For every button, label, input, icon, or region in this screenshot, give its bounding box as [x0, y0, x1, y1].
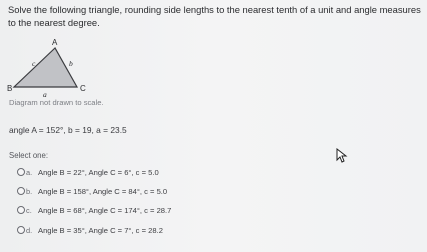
answer-option-d[interactable]	[17, 223, 163, 237]
option-letter-d: d.	[26, 225, 33, 235]
vertex-a-label: A	[52, 38, 58, 47]
radio-button-c[interactable]	[17, 206, 25, 214]
question-text: Solve the following triangle, rounding side lengths to the nearest tenth of a unit and angle measures to the nearest degree.	[8, 4, 421, 28]
option-letter-c: c.	[26, 205, 32, 215]
mouse-cursor-icon	[336, 148, 350, 164]
diagram-note: Diagram not drawn to scale.	[9, 98, 104, 107]
option-text-d[interactable]: Angle B = 35°, Angle C = 7°, c = 28.2	[38, 225, 163, 235]
radio-button-b[interactable]	[17, 187, 25, 195]
given-values: angle A = 152°, b = 19, a = 23.5	[9, 125, 127, 135]
side-c-label: c	[32, 59, 36, 68]
triangle-diagram	[6, 36, 86, 98]
option-letter-a: a.	[26, 167, 33, 177]
option-text-a[interactable]: Angle B = 22°, Angle C = 6°, c = 5.0	[38, 167, 159, 177]
option-letter-b: b.	[26, 186, 33, 196]
select-one-label: Select one:	[9, 151, 49, 160]
option-text-c[interactable]: Angle B = 68°, Angle C = 174°, c = 28.7	[38, 205, 172, 215]
side-a-label: a	[43, 90, 47, 98]
vertex-b-label: B	[7, 84, 13, 93]
answer-option-a[interactable]	[17, 165, 159, 179]
side-b-label: b	[69, 59, 73, 68]
triangle-figure	[6, 36, 86, 98]
answer-option-c[interactable]	[17, 203, 171, 217]
triangle-shape	[14, 48, 77, 87]
vertex-c-label: C	[80, 84, 86, 93]
radio-button-d[interactable]	[17, 226, 25, 234]
answer-option-b[interactable]	[17, 184, 167, 198]
radio-button-a[interactable]	[17, 168, 25, 176]
option-text-b[interactable]: Angle B = 158°, Angle C = 84°, c = 5.0	[38, 186, 168, 196]
